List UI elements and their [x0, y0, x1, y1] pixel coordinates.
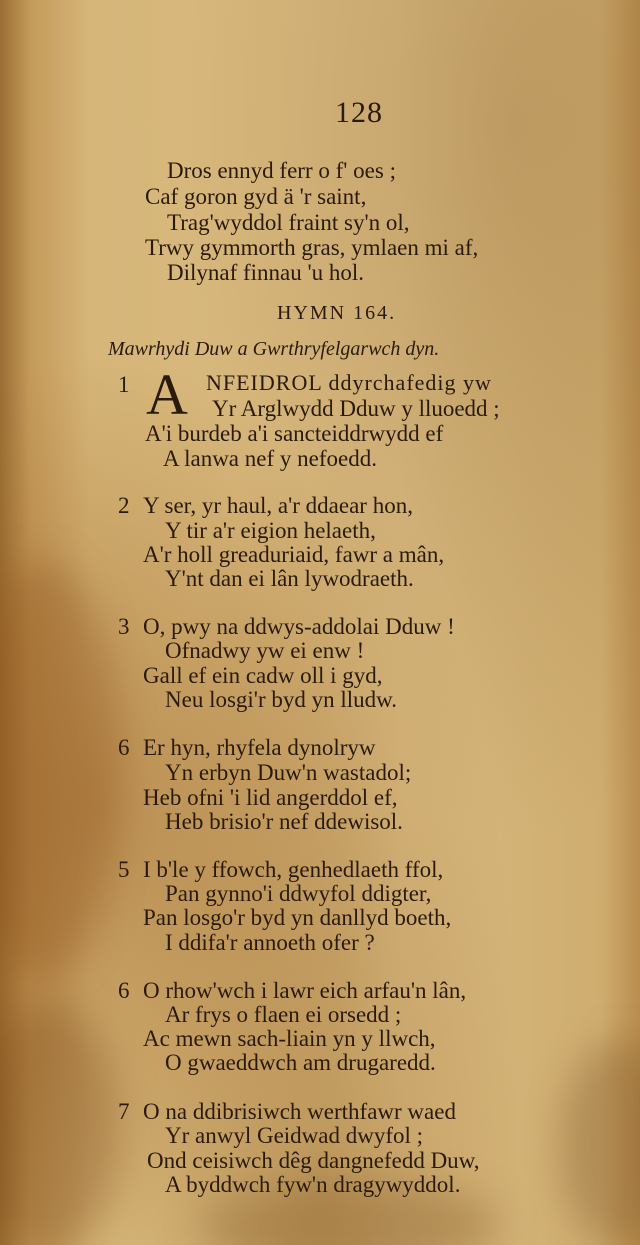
verse-line: Trag'wyddol fraint sy'n ol, — [167, 210, 410, 235]
verse-line: Gall ef ein cadw oll i gyd, — [143, 663, 383, 688]
verse-line: Ofnadwy yw ei enw ! — [165, 638, 365, 663]
stanza-number: 7 — [118, 1099, 130, 1124]
verse-line: Yr anwyl Geidwad dwyfol ; — [165, 1123, 424, 1148]
verse-line: O na ddibrisiwch werthfawr waed — [143, 1099, 456, 1124]
verse-line: Yn erbyn Duw'n wastadol; — [165, 760, 412, 785]
verse-line: O gwaeddwch am drugaredd. — [165, 1050, 436, 1075]
stanza-number: 1 — [118, 372, 130, 397]
verse-line: Er hyn, rhyfela dynolryw — [143, 735, 376, 760]
verse-line: Y'nt dan ei lân lywodraeth. — [165, 566, 414, 591]
verse-line: Pan losgo'r byd yn danllyd boeth, — [143, 905, 452, 930]
verse-line: A'r holl greaduriaid, fawr a mân, — [143, 542, 445, 567]
stanza-number: 5 — [118, 857, 130, 882]
verse-line: Caf goron gyd ä 'r saint, — [145, 184, 367, 209]
stanza-number: 2 — [118, 493, 130, 518]
verse-line: O, pwy na ddwys-addolai Dduw ! — [143, 614, 455, 639]
verse-line: Y tir a'r eigion helaeth, — [165, 518, 376, 543]
verse-line: Dilynaf finnau 'u hol. — [167, 260, 365, 285]
hymn-subtitle: Mawrhydi Duw a Gwrthryfelgarwch dyn. — [108, 338, 440, 360]
page-number: 128 — [335, 96, 383, 129]
verse-line: I ddifa'r annoeth ofer ? — [165, 930, 375, 955]
verse-line: I b'le y ffowch, genhedlaeth ffol, — [143, 857, 444, 882]
verse-line: Ond ceisiwch dêg dangnefedd Duw, — [147, 1148, 480, 1173]
verse-line: Pan gynno'i ddwyfol ddigter, — [165, 881, 432, 906]
hymn-title: HYMN 164. — [277, 302, 397, 324]
verse-line: O rhow'wch i lawr eich arfau'n lân, — [143, 978, 467, 1003]
verse-line: Yr Arglwydd Dduw y lluoedd ; — [212, 396, 500, 421]
verse-line: NFEIDROL ddyrchafedig yw — [206, 370, 492, 395]
stanza-number: 3 — [118, 614, 130, 639]
verse-line: A lanwa nef y nefoedd. — [163, 446, 377, 471]
verse-line: A'i burdeb a'i sancteiddrwydd ef — [145, 421, 444, 446]
drop-cap: A — [146, 362, 188, 427]
verse-line: Y ser, yr haul, a'r ddaear hon, — [143, 493, 413, 518]
verse-line: Heb ofni 'i lid angerddol ef, — [143, 785, 398, 810]
stanza-number: 6 — [118, 978, 130, 1003]
verse-line: Heb brisio'r nef ddewisol. — [165, 809, 403, 834]
verse-line: Dros ennyd ferr o f' oes ; — [167, 158, 396, 183]
verse-line: A byddwch fyw'n dragywyddol. — [165, 1172, 461, 1197]
verse-line: Ac mewn sach-liain yn y llwch, — [143, 1026, 436, 1051]
verse-line: Neu losgi'r byd yn lludw. — [165, 687, 397, 712]
stanza-number: 6 — [118, 735, 130, 760]
verse-line: Trwy gymmorth gras, ymlaen mi af, — [145, 235, 479, 260]
verse-line: Ar frys o flaen ei orsedd ; — [165, 1002, 402, 1027]
